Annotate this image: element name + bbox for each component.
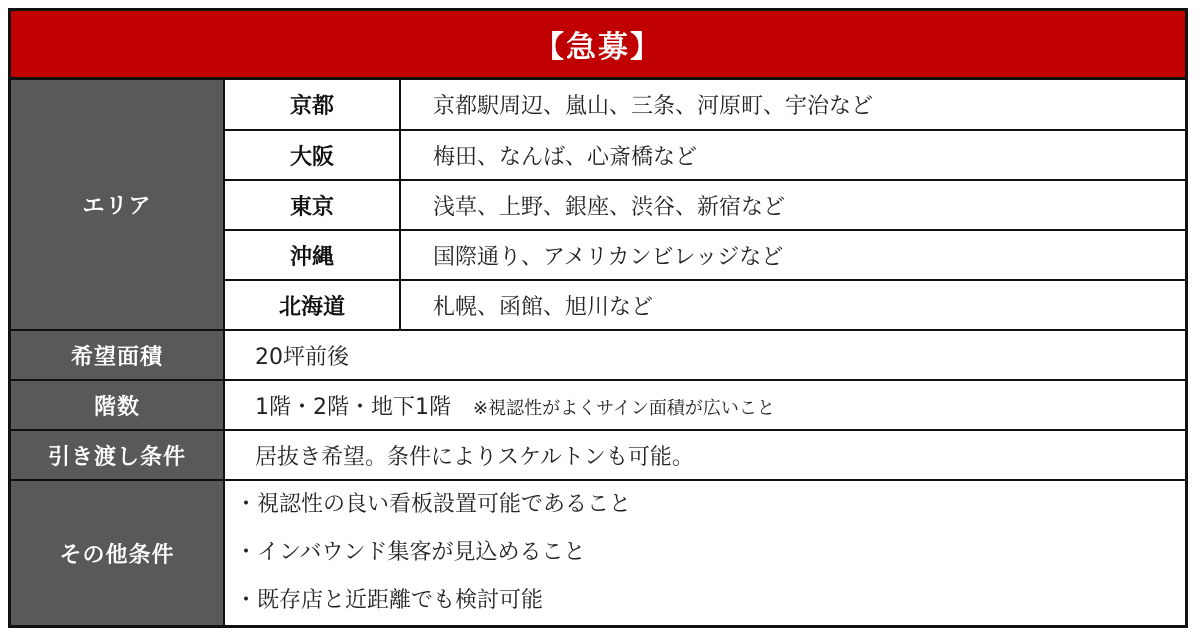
conditions-table xyxy=(11,80,1185,625)
region-places: 浅草、上野、銀座、渋谷、新宿など xyxy=(400,180,1185,230)
floors-value: 1階・2階・地下1階 xyxy=(255,394,451,420)
region-places: 国際通り、アメリカンビレッジなど xyxy=(400,230,1185,280)
floors-label: 階数 xyxy=(11,380,224,430)
list-item: ・インバウンド集客が見込めること xyxy=(235,540,586,565)
region-places: 札幌、函館、旭川など xyxy=(400,280,1185,330)
region-name: 大阪 xyxy=(224,130,400,180)
floors-note: ※視認性がよくサイン面積が広いこと xyxy=(473,397,775,419)
region-name: 北海道 xyxy=(224,280,400,330)
region-places: 梅田、なんば、心斎橋など xyxy=(400,130,1185,180)
list-item: ・既存店と近距離でも検討可能 xyxy=(235,588,544,613)
desired-area-label: 希望面積 xyxy=(11,330,224,380)
table-row xyxy=(11,430,1185,480)
conditions-sheet xyxy=(8,8,1188,628)
table-row xyxy=(11,330,1185,380)
other-conditions xyxy=(224,480,1185,625)
list-item: ・視認性の良い看板設置可能であること xyxy=(235,492,632,517)
table-row xyxy=(11,480,1185,625)
table-row xyxy=(11,80,1185,130)
region-name: 沖縄 xyxy=(224,230,400,280)
floors-cell xyxy=(224,380,1185,430)
area-label: エリア xyxy=(11,80,224,330)
region-places: 京都駅周辺、嵐山、三条、河原町、宇治など xyxy=(400,80,1185,130)
urgent-banner xyxy=(11,11,1185,80)
handover-value: 居抜き希望。条件によりスケルトンも可能。 xyxy=(224,430,1185,480)
desired-area-value: 20坪前後 xyxy=(224,330,1185,380)
banner-title: 【急募】 xyxy=(534,30,662,65)
handover-label: 引き渡し条件 xyxy=(11,430,224,480)
other-label: その他条件 xyxy=(11,480,224,625)
region-name: 京都 xyxy=(224,80,400,130)
table-row xyxy=(11,380,1185,430)
region-name: 東京 xyxy=(224,180,400,230)
